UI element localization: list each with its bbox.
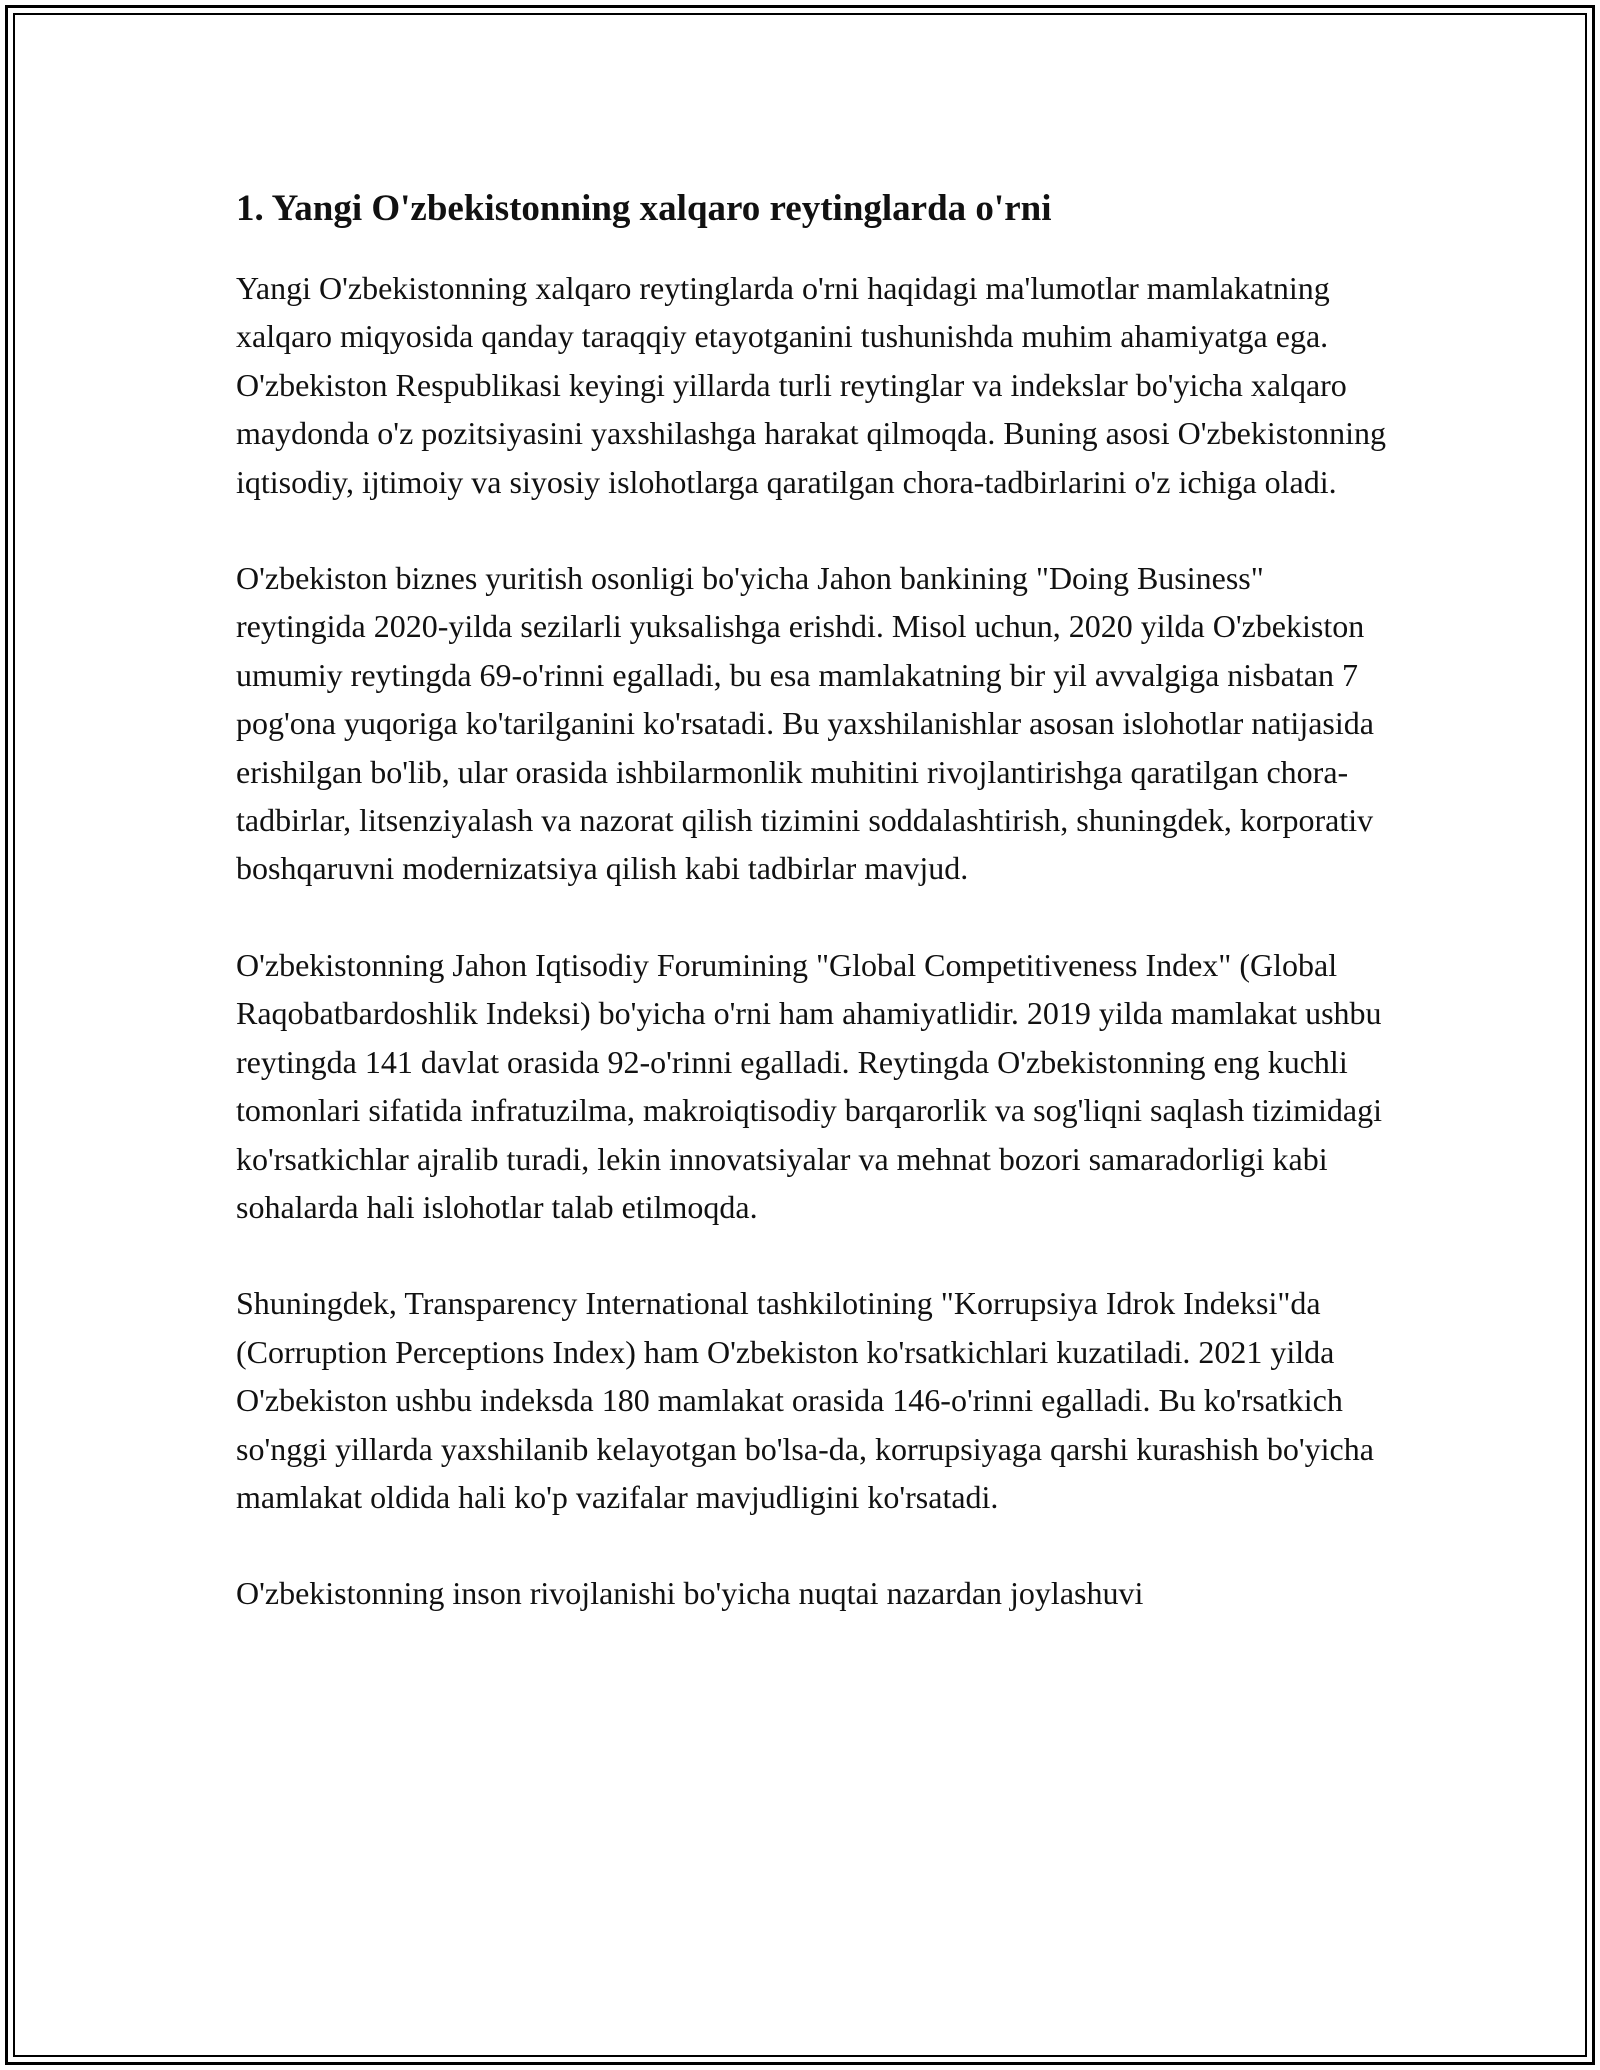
paragraph-intro: Yangi O'zbekistonning xalqaro reytinglarda o'rni haqidagi ma'lumotlar mamlakatning xalqaro miqyosida qanday taraqqiy etayotganini tushunishda muhim ahamiyatga ega. O'zbekiston Respublikasi keyingi yillarda turli reytinglar va indekslar bo'yicha xalqaro maydonda o'z pozitsiyasini yaxshilashga harakat qilmoqda. Buning asosi O'zbekistonning iqtisodiy, ijtimoiy va siyosiy islohotlarga qaratilgan chora-tadbirlarini o'z ichiga oladi. bbox=[236, 270, 1386, 500]
paragraph-doing-business: O'zbekiston biznes yuritish osonligi bo'yicha Jahon bankining "Doing Business" reytingida 2020-yilda sezilarli yuksalishga erishdi. Misol uchun, 2020 yilda O'zbekiston umumiy reytingda 69-o'rinni egalladi, bu esa mamlakatning bir yil avvalgiga nisbatan 7 pog'ona yuqoriga ko'tarilganini ko'rsatadi. Bu yaxshilanishlar asosan islohotlar natijasida erishilgan bo'lib, ular orasida ishbilarmonlik muhitini rivojlantirishga qaratilgan chora-tadbirlar, litsenziyalash va nazorat qilish tizimini soddalashtirish, shuningdek, korporativ boshqaruvni modernizatsiya qilish kabi tadbirlar mavjud. bbox=[236, 560, 1374, 887]
document-body bbox=[236, 186, 1396, 1666]
paragraph-human-development: O'zbekistonning inson rivojlanishi bo'yicha nuqtai nazardan joylashuvi bbox=[236, 1575, 1144, 1612]
paragraph-corruption-index: Shuningdek, Transparency International tashkilotining "Korrupsiya Idrok Indeksi"da (Corruption Perceptions Index) ham O'zbekiston ko'rsatkichlari kuzatiladi. 2021 yilda O'zbekiston ushbu indeksda 180 mamlakat orasida 146-o'rinni egalladi. Bu ko'rsatkich so'nggi yillarda yaxshilanib kelayotgan bo'lsa-da, korrupsiyaga qarshi kurashish bo'yicha mamlakat oldida hali ko'p vazifalar mavjudligini ko'rsatadi. bbox=[236, 1285, 1374, 1515]
section-heading: 1. Yangi O'zbekistonning xalqaro reytinglarda o'rni bbox=[236, 188, 1052, 229]
paragraph-global-competitiveness: O'zbekistonning Jahon Iqtisodiy Forumining "Global Competitiveness Index" (Global Raqobatbardoshlik Indeksi) bo'yicha o'rni ham ahamiyatlidir. 2019 yilda mamlakat ushbu reytingda 141 davlat orasida 92-o'rinni egalladi. Reytingda O'zbekistonning eng kuchli tomonlari sifatida infratuzilma, makroiqtisodiy barqarorlik va sog'liqni saqlash tizimidagi ko'rsatkichlar ajralib turadi, lekin innovatsiyalar va mehnat bozori samaradorligi kabi sohalarda hali islohotlar talab etilmoqda. bbox=[236, 946, 1382, 1225]
